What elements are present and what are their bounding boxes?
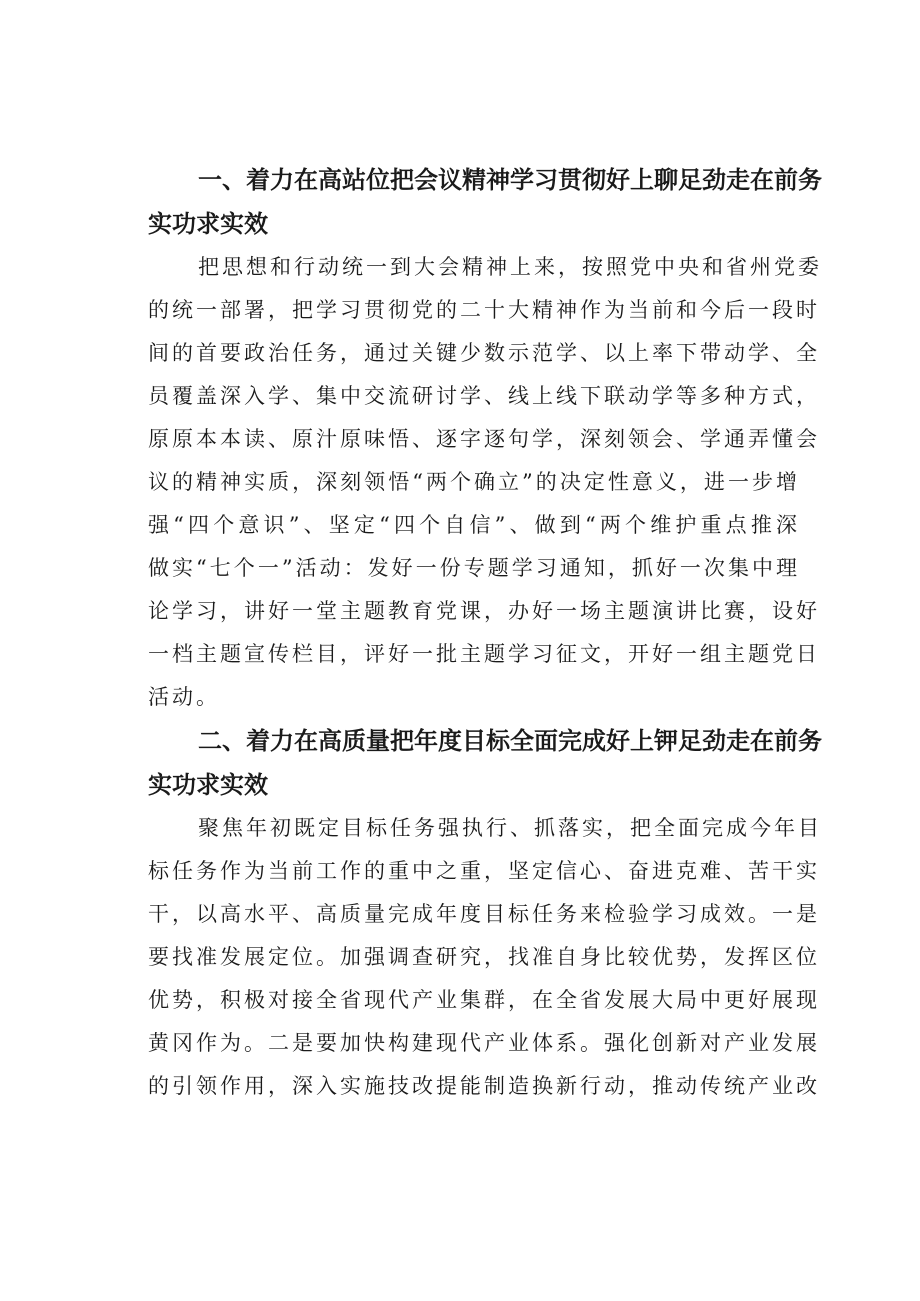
paragraph-line: 要找准发展定位。加强调查研究，找准自身比较优势，发挥区位 [148, 945, 820, 969]
section-1-paragraph [148, 246, 822, 719]
paragraph-line: 的引领作用，深入实施技改提能制造换新行动，推动传统产业改 [148, 1074, 820, 1098]
paragraph-line: 原原本本读、原汁原味悟、逐字逐句学，深刻领会、学通弄懂会 [148, 427, 820, 451]
paragraph-line: 的统一部署，把学习贯彻党的二十大精神作为当前和今后一段时 [148, 298, 820, 322]
heading-line: 一、着力在高站位把会议精神学习贯彻好上聊足劲走在前务 [198, 166, 822, 194]
paragraph-line: 议的精神实质，深刻领悟“两个确立”的决定性意义，进一步增 [148, 470, 800, 494]
paragraph-line: 活动。 [148, 685, 220, 709]
section-2-paragraph [148, 807, 822, 1108]
paragraph-line: 标任务作为当前工作的重中之重，坚定信心、奋进克难、苦干实 [148, 859, 820, 883]
paragraph-line: 强“四个意识”、坚定“四个自信”、做到“两个维护重点推深 [148, 513, 800, 537]
paragraph-line: 聚焦年初既定目标任务强执行、抓落实，把全面完成今年目 [198, 816, 822, 840]
paragraph-line: 做实“七个一”活动：发好一份专题学习通知，抓好一次集中理 [148, 556, 800, 580]
heading-line: 实功求实效 [148, 771, 268, 799]
paragraph-line: 黄冈作为。二是要加快构建现代产业体系。强化创新对产业发展 [148, 1031, 820, 1055]
document-content [148, 158, 822, 1108]
section-1-heading [148, 158, 822, 246]
heading-line: 二、着力在高质量把年度目标全面完成好上钾足劲走在前务 [198, 727, 822, 755]
paragraph-line: 优势，积极对接全省现代产业集群，在全省发展大局中更好展现 [148, 988, 820, 1012]
paragraph-line: 员覆盖深入学、集中交流研讨学、线上线下联动学等多种方式， [148, 384, 820, 408]
section-2-heading [148, 719, 822, 807]
paragraph-line: 干，以高水平、高质量完成年度目标任务来检验学习成效。一是 [148, 902, 820, 926]
paragraph-line: 一档主题宣传栏目，评好一批主题学习征文，开好一组主题党日 [148, 642, 820, 666]
paragraph-line: 间的首要政治任务，通过关键少数示范学、以上率下带动学、全 [148, 341, 820, 365]
paragraph-line: 把思想和行动统一到大会精神上来，按照党中央和省州党委 [198, 255, 822, 279]
heading-line: 实功求实效 [148, 210, 268, 238]
paragraph-line: 论学习，讲好一堂主题教育党课，办好一场主题演讲比赛，设好 [148, 599, 820, 623]
